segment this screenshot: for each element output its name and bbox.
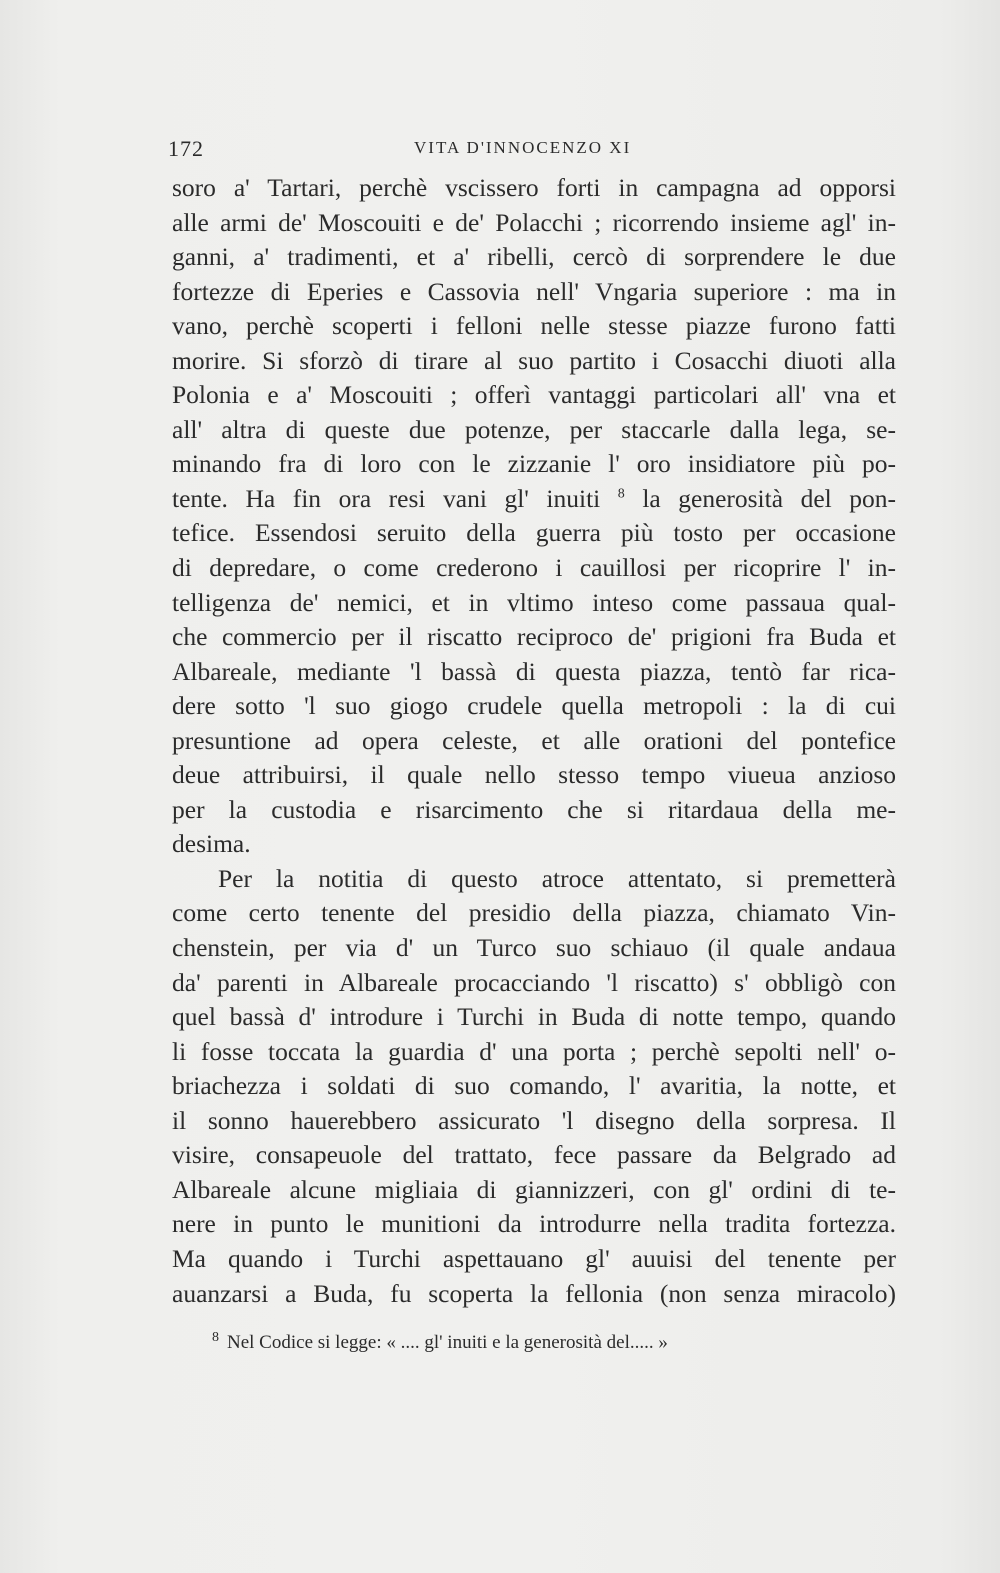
- text-line: quel bassà d' introdure i Turchi in Buda di notte tempo, quando: [172, 1002, 896, 1032]
- text-line-with-footnote-mark: [172, 482, 896, 517]
- text-line: deue attribuirsi, il quale nello stesso tempo viueua anzioso: [172, 760, 896, 790]
- footnote-text: Nel Codice si legge: « .... gl' inuiti e la generosità del..... »: [227, 1332, 668, 1353]
- footnote-reference: 8: [617, 486, 625, 502]
- text-line: chenstein, per via d' un Turco suo schiauo (il quale andaua: [172, 933, 896, 963]
- text-line: ganni, a' tradimenti, et a' ribelli, cercò di sorprendere le due: [172, 242, 896, 272]
- text-line: telligenza de' nemici, et in vltimo inteso come passaua qual-: [172, 587, 896, 617]
- text-line: come certo tenente del presidio della piazza, chiamato Vin-: [172, 898, 896, 928]
- footnote-number: 8: [212, 1329, 219, 1345]
- text-line: il sonno hauerebbero assicurato 'l disegno della sorpresa. Il: [172, 1105, 896, 1135]
- text-line: briachezza i soldati di suo comando, l' avaritia, la notte, et: [172, 1071, 896, 1101]
- text-line: vano, perchè scoperti i felloni nelle stesse piazze furono fatti: [172, 311, 896, 341]
- footnote: [212, 1330, 812, 1356]
- page-number: 172: [168, 136, 204, 161]
- text-line: Ma quando i Turchi aspettauano gl' auuisi del tenente per: [172, 1243, 896, 1273]
- text-line: di depredare, o come crederono i cauillosi per ricoprire l' in-: [172, 553, 896, 583]
- text-line: Albareale, mediante 'l bassà di questa piazza, tentò far rica-: [172, 656, 896, 686]
- text-line: tefice. Essendosi seruito della guerra più tosto per occasione: [172, 518, 896, 548]
- text-line: presuntione ad opera celeste, et alle orationi del pontefice: [172, 725, 896, 755]
- text-line: da' parenti in Albareale procacciando 'l riscatto) s' obbligò con: [172, 967, 896, 997]
- text-line: fortezze di Eperies e Cassovia nell' Vngaria superiore : ma in: [172, 276, 896, 306]
- text-line: alle armi de' Moscouiti e de' Polacchi ; ricorrendo insieme agl' in-: [172, 207, 896, 237]
- text-line: morire. Si sforzò di tirare al suo partito i Cosacchi diuoti alla: [172, 345, 896, 375]
- text-line-tail: la generosità del pon-: [642, 483, 896, 513]
- paragraph-first-line: Per la notitia di questo atroce attentato, si premetterà: [218, 863, 896, 893]
- text-line: che commercio per il riscatto reciproco de' prigioni fra Buda et: [172, 622, 896, 652]
- text-line: Albareale alcune migliaia di giannizzeri, con gl' ordini di te-: [172, 1174, 896, 1204]
- text-line: Polonia e a' Moscouiti ; offerì vantaggi particolari all' vna et: [172, 380, 896, 410]
- text-line: desima.: [172, 829, 251, 859]
- text-line: all' altra di queste due potenze, per staccarle dalla lega, se-: [172, 414, 896, 444]
- text-line: nere in punto le munitioni da introdurre nella tradita fortezza.: [172, 1209, 896, 1239]
- text-line-head: tente. Ha fin ora resi vani gl' inuiti: [172, 483, 601, 513]
- running-title: VITA D'INNOCENZO XI: [414, 138, 632, 157]
- text-line: minando fra di loro con le zizzanie l' oro insidiatore più po-: [172, 449, 896, 479]
- text-line: auanzarsi a Buda, fu scoperta la fellonia (non senza miracolo): [172, 1278, 896, 1308]
- text-line: li fosse toccata la guardia d' una porta ; perchè sepolti nell' o-: [172, 1036, 896, 1066]
- text-line: dere sotto 'l suo giogo crudele quella metropoli : la di cui: [172, 691, 896, 721]
- body-text: [172, 171, 896, 1311]
- text-line: per la custodia e risarcimento che si ritardaua della me-: [172, 794, 896, 824]
- text-line: visire, consapeuole del trattato, fece passare da Belgrado ad: [172, 1140, 896, 1170]
- running-head: [168, 136, 888, 166]
- text-line: soro a' Tartari, perchè vscissero forti in campagna ad opporsi: [172, 173, 896, 202]
